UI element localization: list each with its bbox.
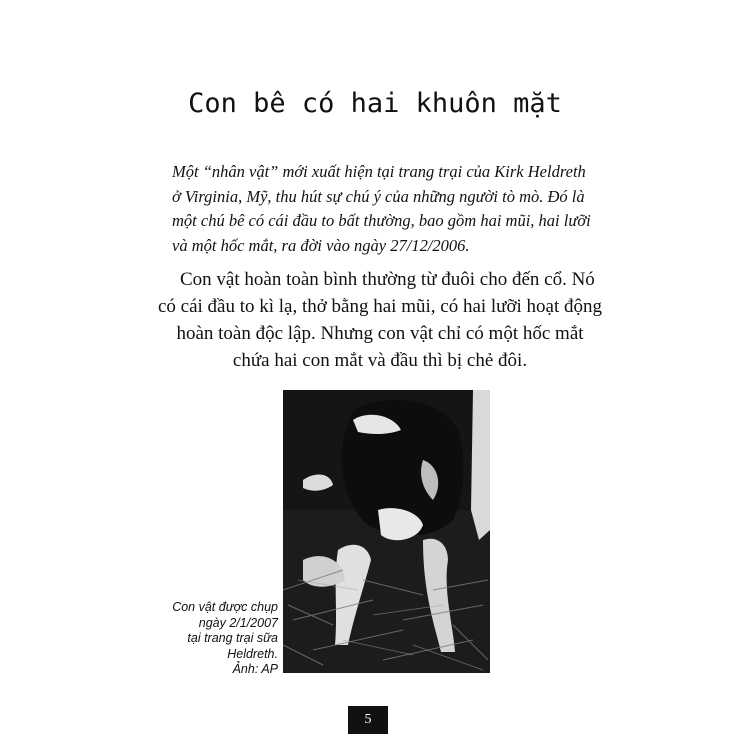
intro-line: và một hốc mắt, ra đời vào ngày 27/12/2006.	[172, 235, 470, 255]
page-number: 5	[348, 706, 388, 734]
body-paragraph	[150, 266, 610, 374]
caption-line: Ảnh: AP	[232, 662, 278, 676]
intro-line: ở Virginia, Mỹ, thu hút sự chú ý của những người tò mò. Đó là	[172, 186, 585, 206]
caption-line: tại trang trại sữa	[187, 631, 278, 645]
photo-caption	[150, 600, 278, 678]
intro-line: một chú bê có cái đầu to bất thường, bao gồm hai mũi, hai lưỡi	[172, 211, 591, 230]
body-line: Con vật hoàn toàn bình thường từ đuôi cho đến cổ. Nó	[180, 269, 595, 290]
caption-line: Heldreth.	[227, 646, 278, 661]
intro-line: Một “nhân vật” mới xuất hiện tại trang trại của Kirk Heldreth	[172, 162, 586, 181]
body-line: có cái đầu to kì lạ, thở bằng hai mũi, có hai lưỡi hoạt động	[157, 296, 603, 317]
caption-line: Con vật được chụp	[172, 600, 278, 614]
calf-photo	[283, 390, 490, 673]
page-title: Con bê có hai khuôn mặt	[188, 88, 562, 119]
intro-paragraph	[172, 160, 622, 258]
body-line: hoàn toàn độc lập. Nhưng con vật chỉ có một hốc mắt	[176, 323, 584, 344]
calf-photo-image	[283, 390, 490, 673]
caption-line: ngày 2/1/2007	[198, 615, 278, 630]
body-line: chứa hai con mắt và đầu thì bị chẻ đôi.	[232, 350, 528, 371]
